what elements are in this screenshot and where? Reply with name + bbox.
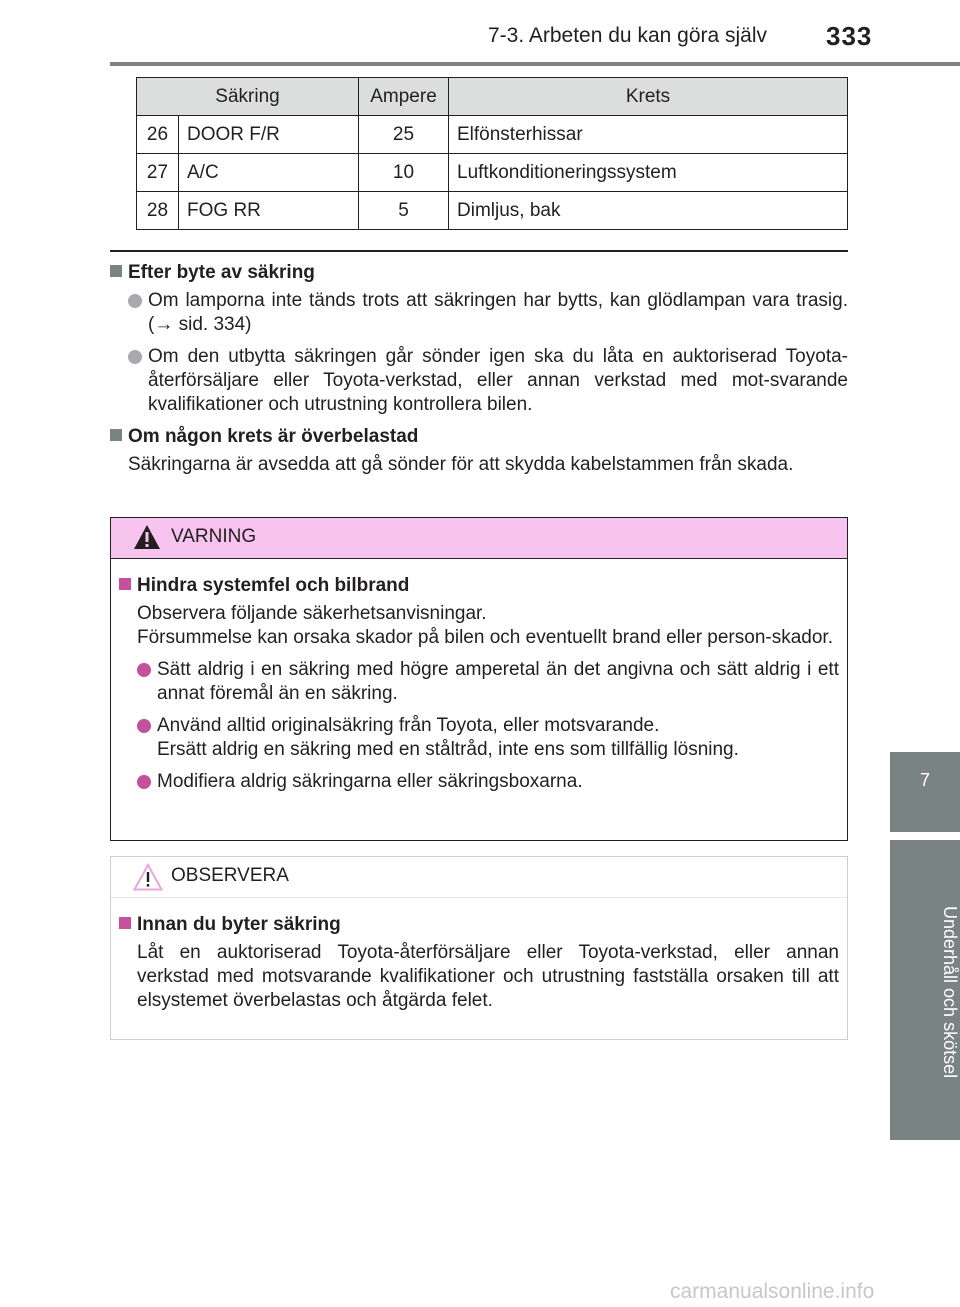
square-bullet-icon: [119, 917, 131, 929]
notice-header: [111, 857, 847, 898]
warning-body: [119, 574, 839, 794]
fuse-ampere: 5: [359, 192, 449, 230]
table-row: [137, 154, 848, 192]
bullet-text-line-2: Ersätt aldrig en säkring med en ståltråd, inte ens som tillfällig lösning.: [157, 739, 739, 760]
table-header-cell: Ampere: [359, 78, 449, 116]
heading-text: Hindra systemfel och bilbrand: [137, 575, 410, 596]
round-bullet-icon: [128, 350, 142, 364]
table-header-cell: Säkring: [137, 78, 359, 116]
chapter-tab: [890, 752, 960, 832]
heading-text: Efter byte av säkring: [128, 262, 315, 283]
caution-triangle-icon: [133, 863, 163, 891]
table-row: [137, 116, 848, 154]
list-item: [128, 345, 848, 417]
fuse-ampere: 10: [359, 154, 449, 192]
fuse-number: 27: [137, 154, 179, 192]
square-bullet-icon: [119, 578, 131, 590]
fuse-number: 26: [137, 116, 179, 154]
heading-text: Om någon krets är överbelastad: [128, 426, 419, 447]
fuse-name: FOG RR: [179, 192, 359, 230]
notice-title: OBSERVERA: [171, 865, 289, 886]
round-bullet-icon: [137, 719, 151, 733]
header-rule: [110, 62, 960, 66]
section-divider: [110, 250, 848, 252]
overload-text: Säkringarna är avsedda att gå sönder för att skydda kabelstammen från skada.: [128, 454, 794, 475]
after-replace-section: [110, 261, 848, 477]
chapter-number: 7: [919, 770, 930, 790]
list-item: [128, 289, 848, 337]
table-header-row: [137, 78, 848, 116]
warning-heading: [119, 574, 839, 598]
notice-box: [110, 856, 848, 1040]
fuse-ampere: 25: [359, 116, 449, 154]
list-item: [137, 658, 839, 706]
notice-heading: [119, 913, 839, 937]
square-bullet-icon: [110, 429, 122, 441]
after-replace-heading: [110, 261, 848, 285]
list-item: [137, 714, 839, 762]
bullet-text: Sätt aldrig i en säkring med högre amperetal än det angivna och sätt aldrig i ett annat föremål än en säkring.: [157, 659, 839, 704]
warning-triangle-icon: [133, 524, 161, 550]
bullet-text: Använd alltid originalsäkring från Toyota, eller motsvarande.: [157, 715, 660, 736]
bullet-text: Om den utbytta säkringen går sönder igen ska du låta en auktoriserad Toyota-återförsäljare eller Toyota-verkstad, eller annan verkstad med mot-svarande kvalifikationer och utrustning kontrollera bilen.: [148, 346, 848, 415]
heading-text: Innan du byter säkring: [137, 914, 341, 935]
header-section-title: 7-3. Arbeten du kan göra själv: [488, 24, 768, 47]
fuse-name: A/C: [179, 154, 359, 192]
fuse-circuit: Luftkonditioneringssystem: [449, 154, 848, 192]
warning-intro: Observera följande säkerhetsanvisningar.: [137, 603, 487, 624]
bullet-text: Om lamporna inte tänds trots att säkringen har bytts, kan glödlampan vara trasig. (→ sid. 334): [148, 290, 848, 335]
round-bullet-icon: [137, 775, 151, 789]
fuse-number: 28: [137, 192, 179, 230]
table-row: [137, 192, 848, 230]
warning-box: [110, 517, 848, 841]
chapter-label: Underhåll och skötsel: [890, 840, 960, 1140]
warning-title: VARNING: [171, 526, 257, 547]
list-item: [137, 770, 839, 794]
warning-intro-2: Försummelse kan orsaka skador på bilen och eventuellt brand eller person-skador.: [137, 627, 833, 648]
notice-body: [119, 913, 839, 1013]
notice-text: Låt en auktoriserad Toyota-återförsäljare eller Toyota-verkstad, eller annan verkstad med motsvarande kvalifikationer och utrustning fastställa orsaken till att elsystemet överbelastas och åtgärda felet.: [137, 942, 839, 1011]
round-bullet-icon: [128, 294, 142, 308]
round-bullet-icon: [137, 663, 151, 677]
square-bullet-icon: [110, 265, 122, 277]
overload-heading: [110, 425, 848, 449]
fuse-circuit: Dimljus, bak: [449, 192, 848, 230]
fuse-table: [136, 77, 848, 230]
warning-header: [111, 518, 847, 559]
watermark: carmanualsonline.info: [670, 1280, 875, 1303]
table-header-cell: Krets: [449, 78, 848, 116]
fuse-circuit: Elfönsterhissar: [449, 116, 848, 154]
fuse-name: DOOR F/R: [179, 116, 359, 154]
page-number: 333: [826, 21, 873, 51]
bullet-text: Modifiera aldrig säkringarna eller säkringsboxarna.: [157, 771, 583, 792]
